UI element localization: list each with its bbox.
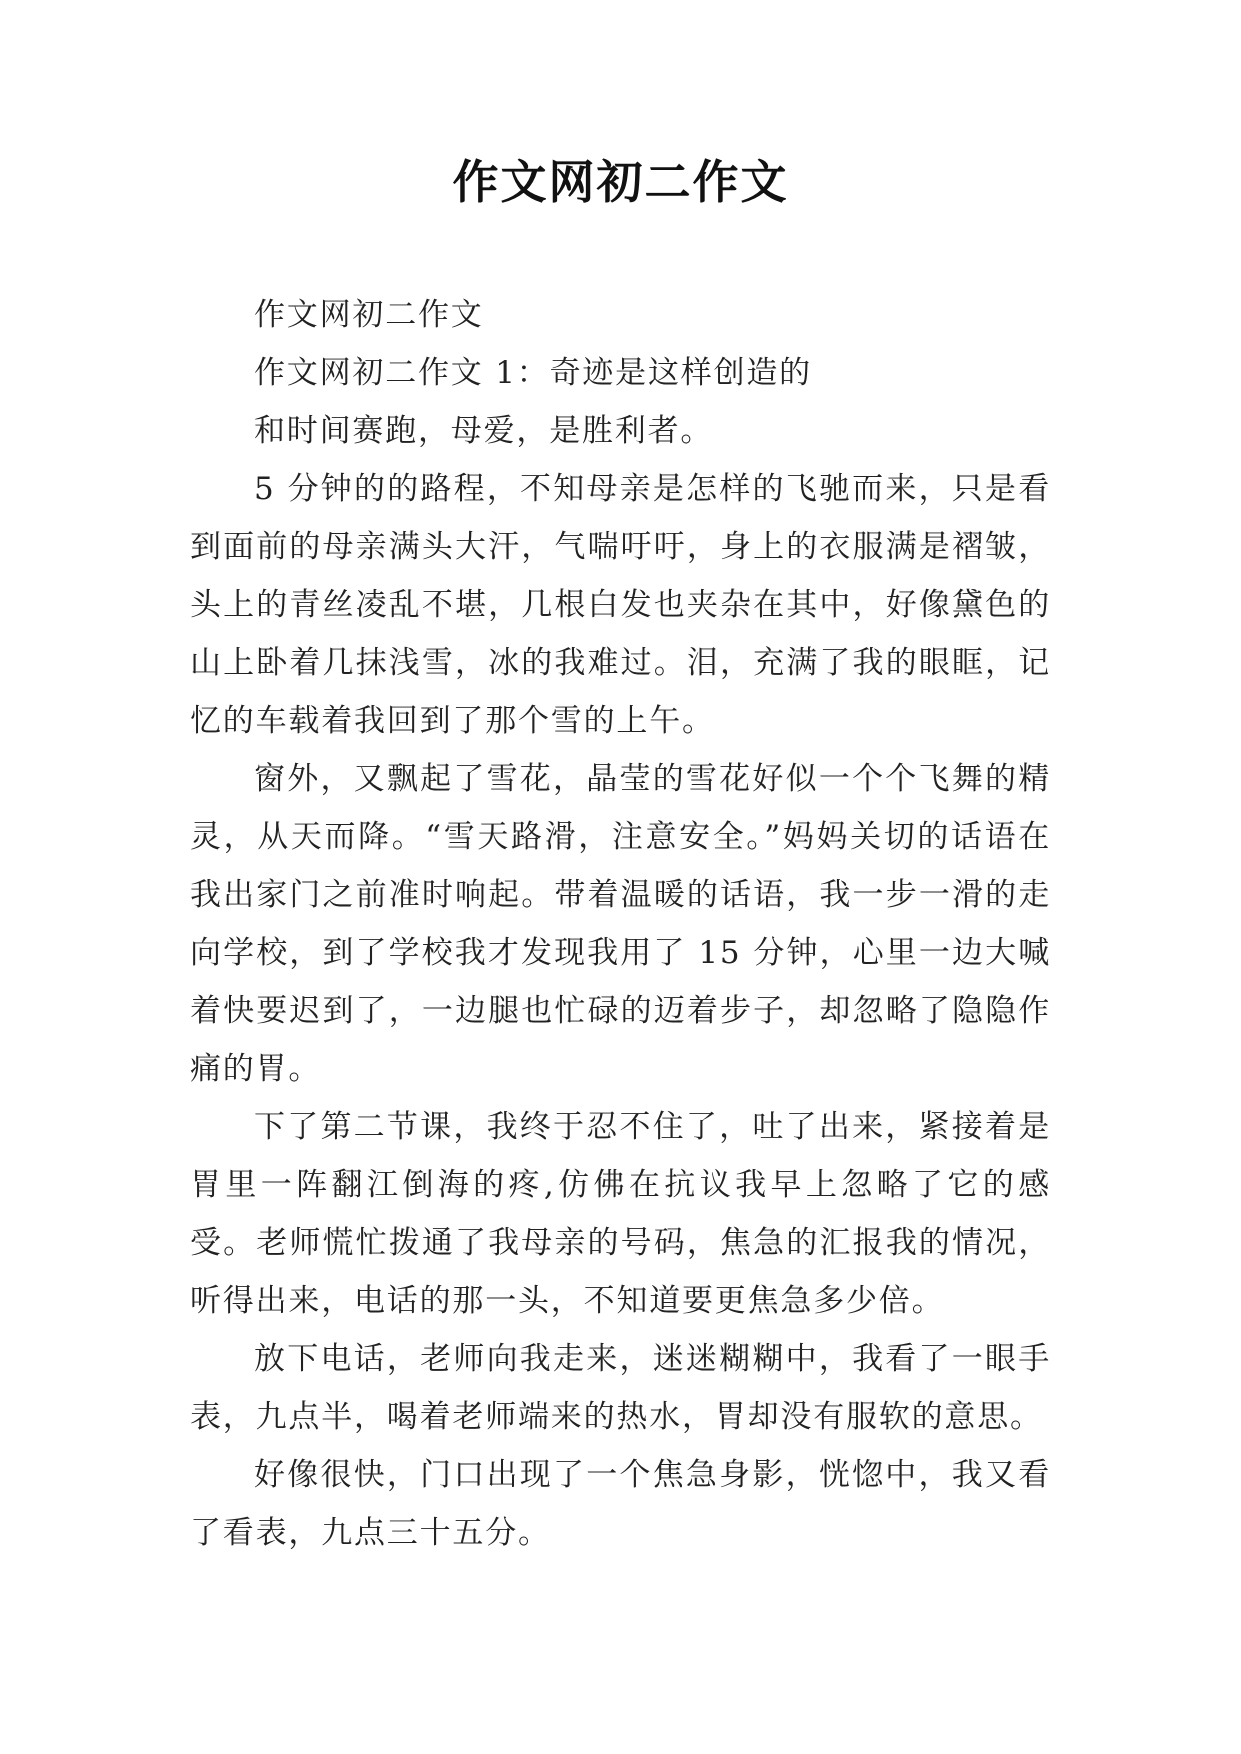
paragraph-heading: 作文网初二作文 xyxy=(254,297,484,333)
paragraph: 放下电话，老师向我走来，迷迷糊糊中，我看了一眼手表，九点半，喝着老师端来的热水，胃却没有服软的意思。 xyxy=(190,1341,1051,1435)
paragraph-subtitle: 作文网初二作文 1：奇迹是这样创造的 xyxy=(254,355,812,391)
paragraph: 和时间赛跑，母爱，是胜利者。 xyxy=(254,413,714,449)
paragraph: 好像很快，门口出现了一个焦急身影，恍惚中，我又看了看表，九点三十五分。 xyxy=(190,1457,1051,1551)
paragraph: 5 分钟的的路程，不知母亲是怎样的飞驰而来，只是看到面前的母亲满头大汗，气喘吁吁，身上的衣服满是褶皱，头上的青丝凌乱不堪，几根白发也夹杂在其中，好像黛色的山上卧着几抹浅雪，冰的我难过。泪，充满了我的眼眶，记忆的车载着我回到了那个雪的上午。 xyxy=(190,471,1051,739)
document-body xyxy=(190,286,1051,1562)
paragraph: 窗外，又飘起了雪花，晶莹的雪花好似一个个飞舞的精灵，从天而降。“雪天路滑，注意安全。”妈妈关切的话语在我出家门之前准时响起。带着温暖的话语，我一步一滑的走向学校，到了学校我才发现我用了 15 分钟，心里一边大喊着快要迟到了，一边腿也忙碌的迈着步子，却忽略了隐隐作痛的胃。 xyxy=(190,761,1051,1087)
document-title: 作文网初二作文 xyxy=(452,155,789,209)
paragraph: 下了第二节课，我终于忍不住了，吐了出来，紧接着是胃里一阵翻江倒海的疼,仿佛在抗议我早上忽略了它的感受。老师慌忙拨通了我母亲的号码，焦急的汇报我的情况，听得出来，电话的那一头，不知道要更焦急多少倍。 xyxy=(190,1109,1051,1319)
